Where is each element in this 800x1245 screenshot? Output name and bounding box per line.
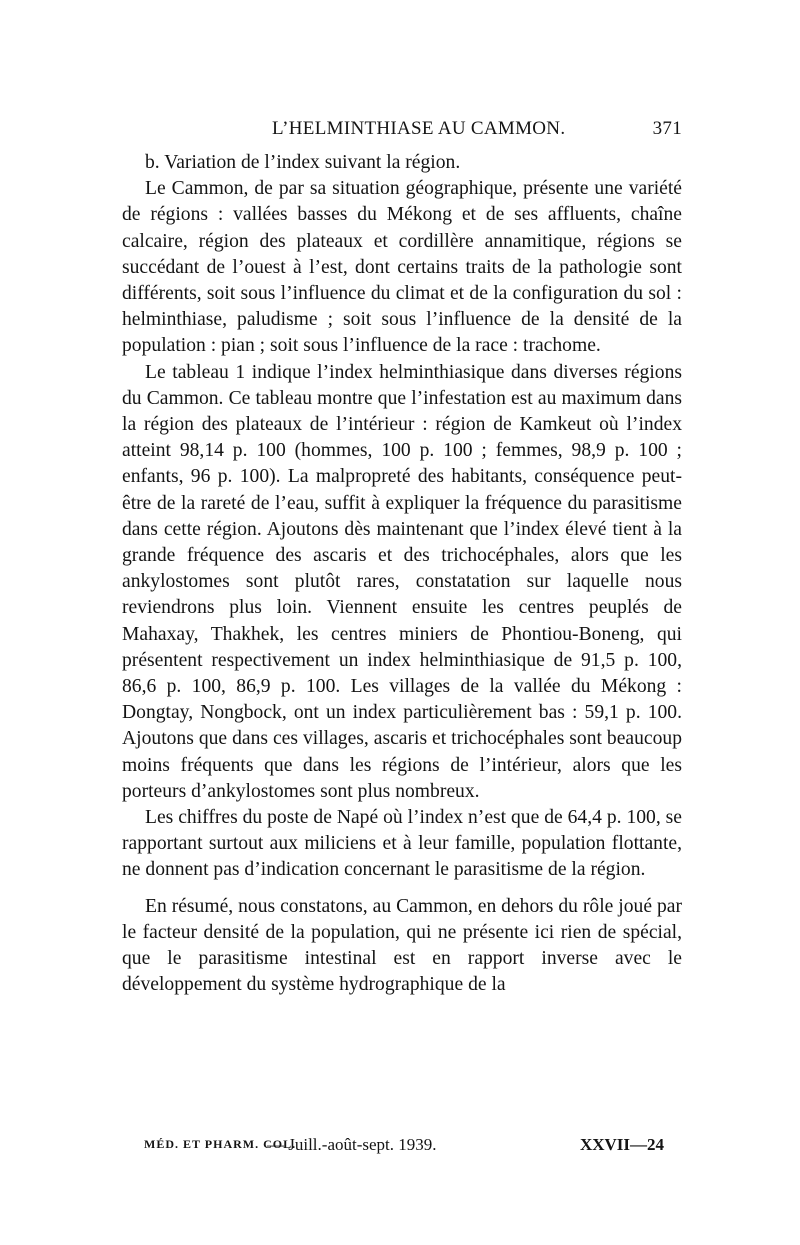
paragraph-4: En résumé, nous constatons, au Cammon, en dehors du rôle joué par le facteur densité de la population, qui ne présente ici rien de spécial, que le parasitisme intestinal est en rapport inverse avec le développement du système hydrographique de la [122, 895, 682, 996]
page-number: 371 [652, 118, 682, 139]
paragraph-1: Le Cammon, de par sa situation géographique, présente une variété de régions : vallées basses du Mékong et de ses affluents, chaîne calcaire, région des plateaux et cordillère annamitique, régions se succédant de l’ouest à l’est, dont certains traits de la pathologie sont différents, soit sous l’influence du climat et de la configuration du sol : helminthiase, paludisme ; soit sous l’influence de la densité de la population : pian ; soit sous l’influence de la race : trachome. [122, 178, 682, 357]
issue-date: — Juill.-août-sept. 1939. [267, 1135, 437, 1154]
signature-mark: XXVII—24 [579, 1135, 664, 1154]
running-head [122, 118, 682, 144]
paragraph-3: Les chiffres du poste de Napé où l’index n’est que de 64,4 p. 100, se rapportant surtout aux miliciens et à leur famille, population flottante, ne donnent pas d’indication concernant le parasitisme de la région. [122, 807, 682, 881]
body-text [122, 150, 682, 999]
section-heading: b. Variation de l’index suivant la région. [145, 152, 461, 173]
running-title: L’HELMINTHIASE AU CAMMON. [272, 118, 566, 139]
page-footer [144, 1135, 664, 1161]
journal-name: MÉD. ET PHARM. COL. [144, 1137, 297, 1151]
paragraph-2: Le tableau 1 indique l’index helminthiasique dans diverses régions du Cammon. Ce tableau montre que l’infestation est au maximum dans la région des plateaux de l’intérieur : région de Kamkeut où l’index atteint 98,14 p. 100 (hommes, 100 p. 100 ; femmes, 98,9 p. 100 ; enfants, 96 p. 100). La malpropreté des habitants, conséquence peut-être de la rareté de l’eau, suffit à expliquer la fréquence du parasitisme dans cette région. Ajoutons dès maintenant que l’index élevé tient à la grande fréquence des ascaris et des trichocéphales, alors que les ankylostomes sont plutôt rares, constatation sur laquelle nous reviendrons plus loin. Viennent ensuite les centres peuplés de Mahaxay, Thakhek, les centres miniers de Phontiou-Boneng, qui présentent respectivement un index helminthiasique de 91,5 p. 100, 86,6 p. 100, 86,9 p. 100. Les villages de la vallée du Mékong : Dongtay, Nongbock, ont un index particulièrement bas : 59,1 p. 100. Ajoutons que dans ces villages, ascaris et trichocéphales sont beaucoup moins fréquents que dans les régions de l’intérieur, alors que les porteurs d’ankylostomes sont plus nombreux. [122, 361, 682, 802]
